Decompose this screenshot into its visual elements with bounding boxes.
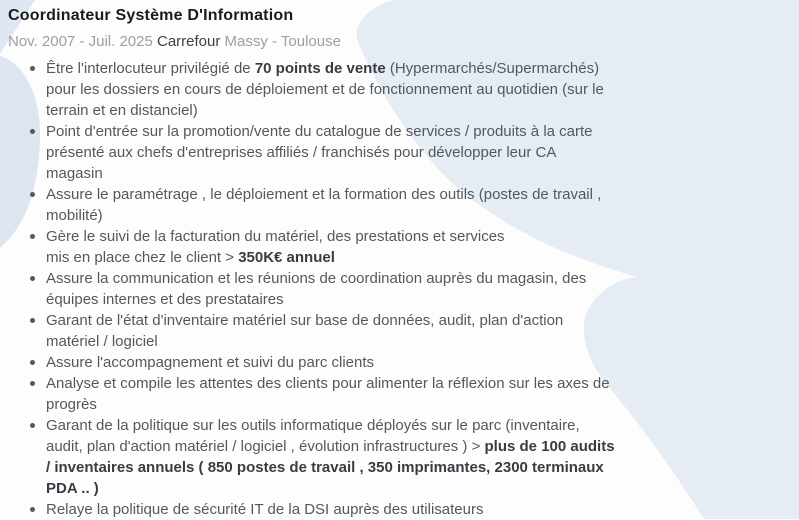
- bullet-text: pour les dossiers en cours de déploiement et de fonctionnement au quotidien (sur le: [46, 81, 604, 98]
- bullet-text-bold: 350K€ annuel: [238, 249, 335, 266]
- bullet-text: Garant de l'état d'inventaire matériel sur base de données, audit, plan d'action: [46, 312, 564, 329]
- bullet-text: terrain et en distanciel): [46, 102, 198, 119]
- bullet-text-bold: PDA .. ): [46, 480, 99, 497]
- bullet-item: [30, 499, 770, 520]
- bullet-text: mis en place chez le client >: [46, 249, 239, 266]
- bullet-text: Être l'interlocuteur privilégié de: [46, 60, 255, 77]
- bullet-dot-icon: [30, 381, 35, 386]
- bullet-text: audit, plan d'action matériel / logiciel , évolution infrastructures ) >: [46, 438, 485, 455]
- bullet-text: magasin: [46, 165, 103, 182]
- bullet-text: matériel / logiciel: [46, 333, 158, 350]
- bullet-item: [30, 226, 770, 268]
- bullet-text: Assure la communication et les réunions de coordination auprès du magasin, des: [46, 270, 587, 287]
- bullet-text: Analyse et compile les attentes des clients pour alimenter la réflexion sur les axes de: [46, 375, 610, 392]
- bullet-text: Assure l'accompagnement et suivi du parc clients: [46, 354, 375, 371]
- bullet-item: [30, 184, 770, 226]
- bullet-text-bold: / inventaires annuels ( 850 postes de travail , 350 imprimantes, 2300 terminaux: [46, 459, 604, 476]
- bullet-item: [30, 352, 770, 373]
- bullet-dot-icon: [30, 276, 35, 281]
- bullet-text-bold: plus de 100 audits: [484, 438, 615, 455]
- bullet-dot-icon: [30, 507, 35, 512]
- bullet-text: Point d'entrée sur la promotion/vente du catalogue de services / produits à la carte: [46, 123, 593, 140]
- bullet-text: Assure le paramétrage , le déploiement et la formation des outils (postes de travail ,: [46, 186, 602, 203]
- bullet-text: Relaye la politique de sécurité IT de la DSI auprès des utilisateurs: [46, 501, 484, 518]
- bullet-text-bold: 70 points de vente: [254, 60, 386, 77]
- bullet-text: Garant de la politique sur les outils informatique déployés sur le parc (inventaire,: [46, 417, 580, 434]
- job-meta: [8, 32, 770, 51]
- experience-entry: [8, 6, 770, 520]
- bullet-dot-icon: [30, 423, 35, 428]
- bullet-dot-icon: [30, 318, 35, 323]
- bullet-item: [30, 121, 770, 184]
- responsibilities-list: [8, 58, 770, 520]
- bullet-dot-icon: [30, 66, 35, 71]
- bullet-dot-icon: [30, 192, 35, 197]
- bullet-text: équipes internes et des prestataires: [46, 291, 284, 308]
- job-title: Coordinateur Système D'Information: [8, 7, 294, 24]
- bullet-item: [30, 373, 770, 415]
- bullet-text: mobilité): [46, 207, 103, 224]
- bullet-dot-icon: [30, 360, 35, 365]
- bullet-dot-icon: [30, 129, 35, 134]
- bullet-text: présenté aux chefs d'entreprises affiliés / franchisés pour développer leur CA: [46, 144, 557, 161]
- company-name: Carrefour: [156, 33, 221, 50]
- bullet-text: progrès: [46, 396, 97, 413]
- job-location: Massy - Toulouse: [224, 33, 341, 50]
- bullet-item: [30, 310, 770, 352]
- bullet-item: [30, 415, 770, 499]
- job-period: Nov. 2007 - Juil. 2025: [8, 33, 153, 50]
- bullet-item: [30, 58, 770, 121]
- bullet-text: Gère le suivi de la facturation du matériel, des prestations et services: [46, 228, 505, 245]
- bullet-text: (Hypermarchés/Supermarchés): [385, 60, 600, 77]
- bullet-dot-icon: [30, 234, 35, 239]
- bullet-item: [30, 268, 770, 310]
